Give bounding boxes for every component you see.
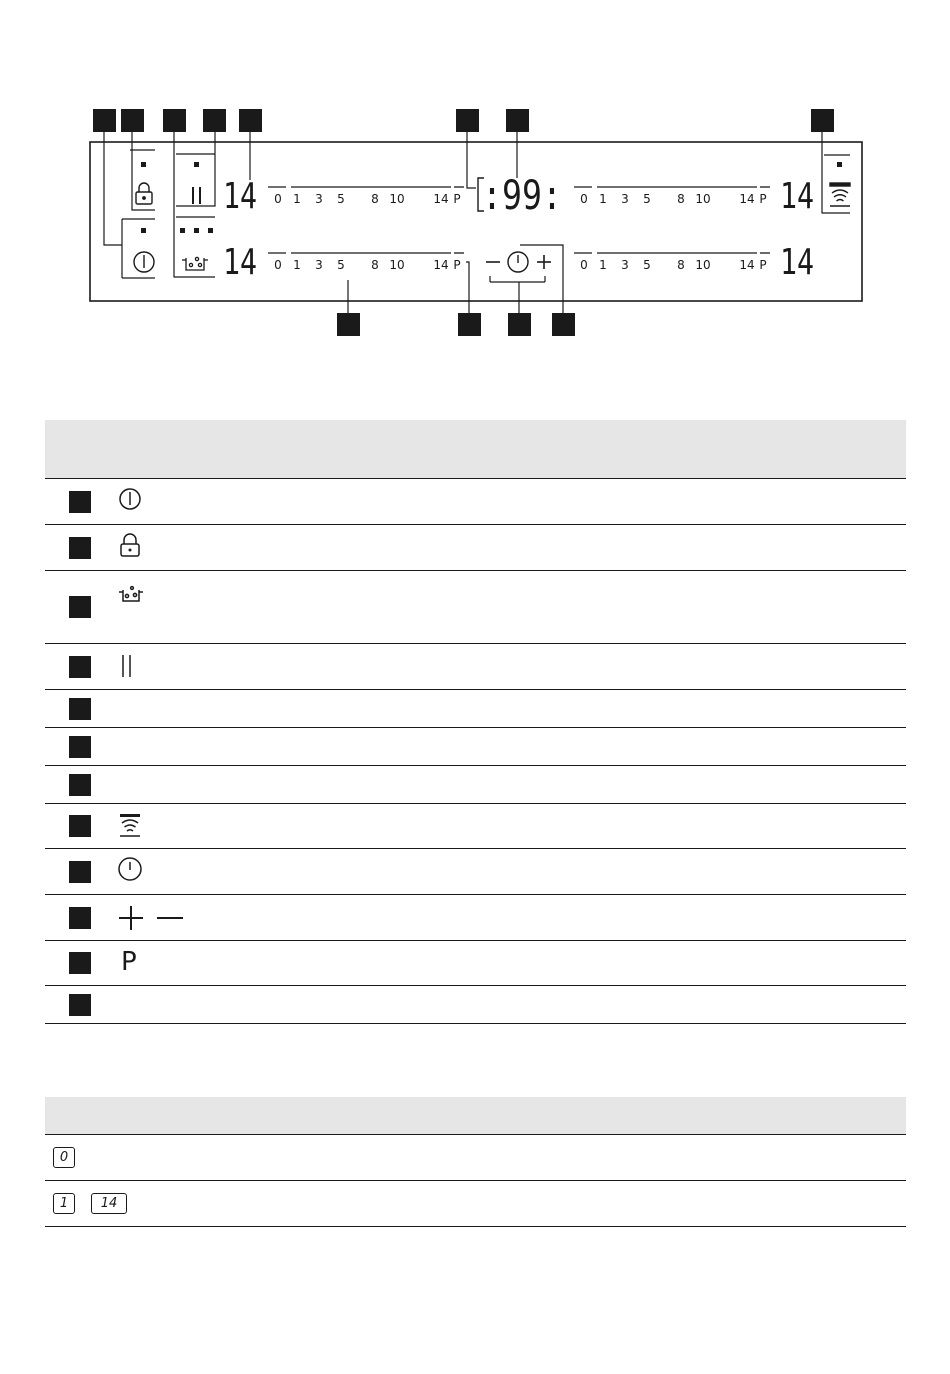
scale-tick-label[interactable]: 10	[695, 258, 711, 272]
scale-tick-label[interactable]: 5	[643, 192, 651, 206]
callout-marker	[69, 952, 91, 974]
displays-table	[45, 1097, 906, 1227]
controls-table-row	[45, 479, 906, 525]
callout-marker	[69, 861, 91, 883]
panel-pot-bubbles-icon[interactable]	[182, 257, 208, 270]
panel-pause-icon[interactable]	[193, 187, 200, 204]
callout-marker	[69, 656, 91, 678]
controls-table-row	[45, 525, 906, 571]
pot-bubbles-icon	[117, 582, 145, 608]
power-scale-3[interactable]	[574, 187, 770, 206]
panel-power-icon[interactable]	[134, 252, 154, 272]
power-scale-4[interactable]	[574, 253, 770, 272]
scale-tick-label[interactable]: 14	[739, 192, 755, 206]
displays-table-row	[45, 1181, 906, 1227]
scale-tick-label[interactable]: 8	[371, 258, 379, 272]
scale-tick-label[interactable]: 5	[337, 258, 345, 272]
p-letter-icon: P	[121, 947, 137, 977]
scale-tick-label[interactable]: 3	[621, 258, 629, 272]
controls-table-row	[45, 849, 906, 895]
hood-wifi-icon	[117, 812, 143, 842]
scale-tick-label[interactable]: 0	[580, 258, 588, 272]
display-left-bottom: 14	[223, 242, 257, 283]
scale-tick-label[interactable]: P	[759, 192, 767, 206]
segment-display-symbol: 14	[91, 1193, 127, 1214]
callout-marker	[69, 736, 91, 758]
controls-table-row	[45, 644, 906, 690]
scale-tick-label[interactable]: 1	[599, 192, 607, 206]
scale-tick-label[interactable]: 14	[739, 258, 755, 272]
callout-marker	[69, 815, 91, 837]
scale-tick-label[interactable]: 0	[274, 192, 282, 206]
controls-table-row	[45, 728, 906, 766]
callout-marker	[69, 491, 91, 513]
controls-table-row	[45, 571, 906, 644]
scale-tick-label[interactable]: 5	[643, 258, 651, 272]
scale-tick-label[interactable]: 8	[677, 258, 685, 272]
segment-display-symbol: 0	[53, 1147, 75, 1168]
displays-table-row	[45, 1135, 906, 1181]
callout-marker	[69, 698, 91, 720]
display-left-top: 14	[223, 176, 257, 217]
controls-table-row	[45, 766, 906, 804]
scale-tick-label[interactable]: 3	[315, 192, 323, 206]
panel-hood-wifi-icon[interactable]	[830, 183, 850, 206]
callout-markers-top	[93, 109, 834, 132]
callout-marker	[69, 596, 91, 618]
segment-display-symbol: 1	[53, 1193, 75, 1214]
scale-tick-label[interactable]: 0	[274, 258, 282, 272]
scale-tick-label[interactable]: 5	[337, 192, 345, 206]
timer-icon	[117, 856, 143, 886]
plus-minus-icon	[117, 905, 185, 935]
scale-tick-label[interactable]: 1	[293, 192, 301, 206]
controls-table-row	[45, 804, 906, 849]
scale-tick-label[interactable]: P	[453, 192, 461, 206]
scale-tick-label[interactable]: 14	[433, 192, 449, 206]
controls-table-row	[45, 941, 906, 986]
scale-tick-label[interactable]: 1	[293, 258, 301, 272]
scale-tick-label[interactable]: 10	[695, 192, 711, 206]
scale-tick-label[interactable]: P	[759, 258, 767, 272]
callout-marker	[69, 907, 91, 929]
displays-table-header	[45, 1097, 906, 1135]
controls-table-row	[45, 895, 906, 941]
scale-tick-label[interactable]: 14	[433, 258, 449, 272]
leader-lines	[104, 132, 850, 313]
callout-marker	[69, 537, 91, 559]
scale-tick-label[interactable]: 10	[389, 192, 405, 206]
controls-table-row	[45, 986, 906, 1024]
scale-tick-label[interactable]: 3	[315, 258, 323, 272]
lock-icon	[117, 533, 143, 563]
scale-tick-label[interactable]: 8	[677, 192, 685, 206]
panel-plus-icon[interactable]	[537, 255, 551, 269]
controls-table-header	[45, 420, 906, 479]
panel-timer-icon[interactable]	[508, 252, 528, 272]
scale-tick-label[interactable]: P	[453, 258, 461, 272]
scale-tick-label[interactable]: 8	[371, 192, 379, 206]
scale-tick-label[interactable]: 3	[621, 192, 629, 206]
scale-tick-label[interactable]: 10	[389, 258, 405, 272]
controls-table	[45, 420, 906, 1024]
scale-tick-label[interactable]: 0	[580, 192, 588, 206]
display-right-top: 14	[780, 176, 814, 217]
callout-marker	[69, 994, 91, 1016]
callout-marker	[69, 774, 91, 796]
display-right-bottom: 14	[780, 242, 814, 283]
timer-display: :99:	[482, 173, 562, 219]
controls-table-row	[45, 690, 906, 728]
callout-markers-bottom	[337, 313, 575, 336]
panel-lock-icon[interactable]	[136, 183, 152, 204]
control-panel-diagram	[0, 0, 950, 360]
power-icon	[117, 486, 143, 516]
power-scale-1[interactable]	[268, 187, 464, 206]
scale-tick-label[interactable]: 1	[599, 258, 607, 272]
pause-icon	[117, 652, 137, 684]
power-scale-2[interactable]	[268, 253, 464, 272]
